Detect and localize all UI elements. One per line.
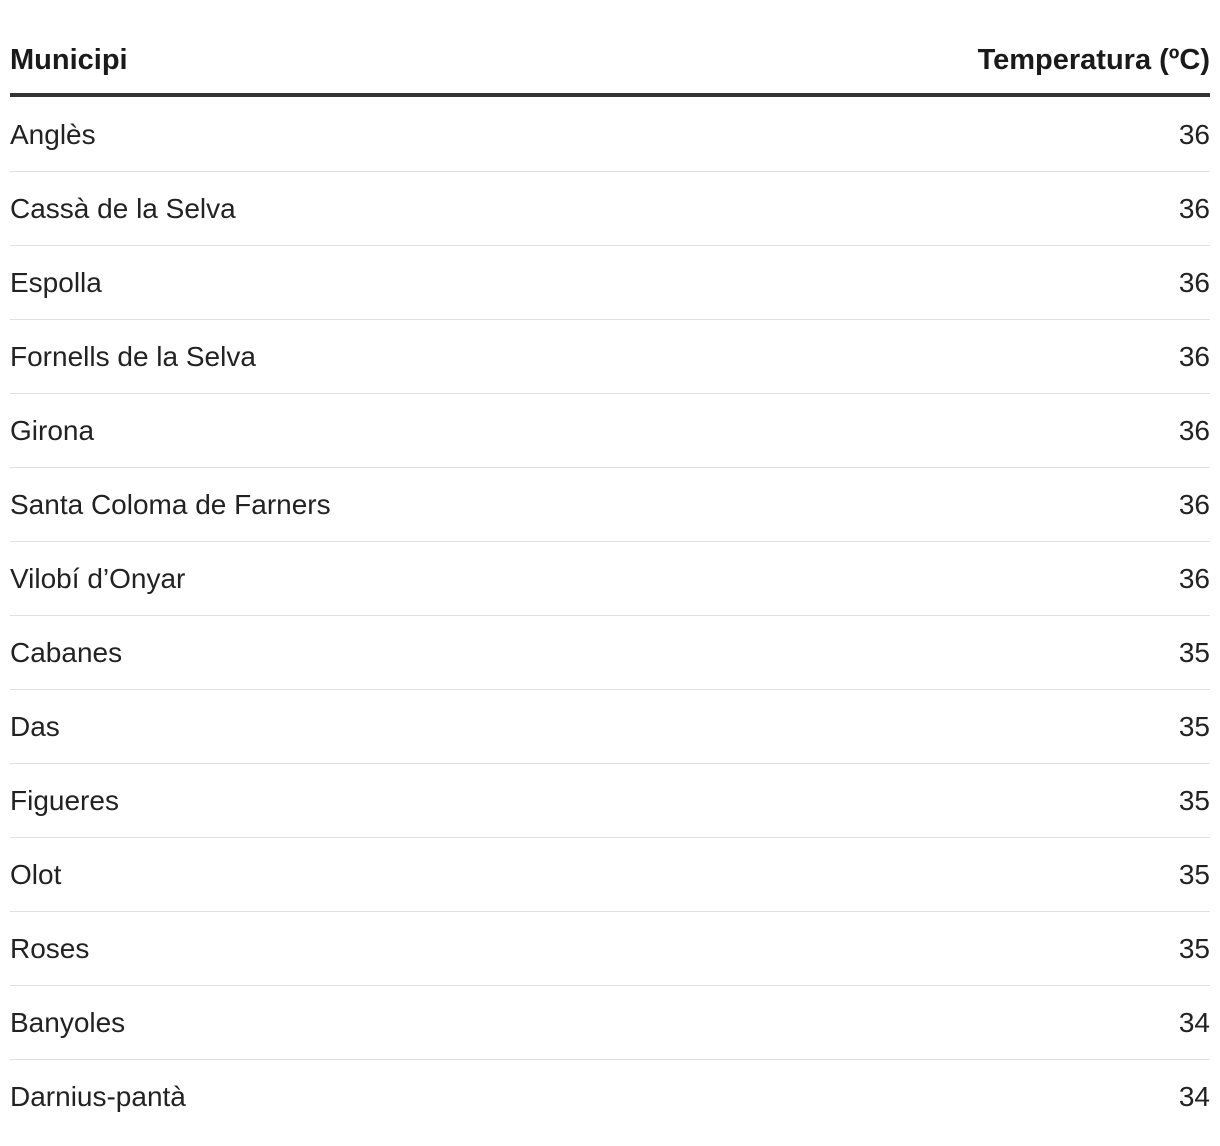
cell-municipi: Girona — [10, 414, 95, 446]
cell-temperatura: 36 — [1178, 266, 1210, 298]
cell-temperatura: 35 — [1178, 932, 1210, 964]
table-row — [10, 246, 1210, 320]
table-row — [10, 172, 1210, 246]
column-header-municipi: Municipi — [10, 44, 128, 76]
cell-temperatura: 35 — [1178, 710, 1210, 742]
cell-temperatura: 35 — [1178, 784, 1210, 816]
cell-municipi: Cabanes — [10, 636, 123, 668]
cell-municipi: Vilobí d’Onyar — [10, 562, 186, 594]
cell-municipi: Santa Coloma de Farners — [10, 488, 331, 520]
table-row — [10, 98, 1210, 172]
table-row — [10, 986, 1210, 1060]
table-row — [10, 320, 1210, 394]
cell-municipi: Figueres — [10, 784, 119, 816]
cell-temperatura: 35 — [1178, 636, 1210, 668]
table-row — [10, 542, 1210, 616]
cell-temperatura: 35 — [1178, 858, 1210, 890]
table-row — [10, 690, 1210, 764]
table-row — [10, 616, 1210, 690]
table-row — [10, 1060, 1210, 1134]
cell-municipi: Banyoles — [10, 1006, 126, 1038]
table-header — [10, 0, 1210, 97]
cell-municipi: Cassà de la Selva — [10, 192, 236, 224]
cell-temperatura: 36 — [1178, 192, 1210, 224]
table-row — [10, 394, 1210, 468]
table-row — [10, 912, 1210, 986]
cell-municipi: Espolla — [10, 266, 102, 298]
cell-municipi: Olot — [10, 858, 62, 890]
data-table — [10, 0, 1210, 1134]
cell-temperatura: 36 — [1178, 340, 1210, 372]
table-row — [10, 764, 1210, 838]
column-header-temperatura: Temperatura (ºC) — [977, 44, 1210, 76]
cell-municipi: Fornells de la Selva — [10, 340, 256, 372]
cell-temperatura: 34 — [1178, 1081, 1210, 1112]
cell-temperatura: 36 — [1178, 562, 1210, 594]
cell-municipi: Darnius-pantà — [10, 1081, 186, 1112]
table-row — [10, 468, 1210, 542]
table-body — [10, 98, 1210, 1134]
cell-municipi: Roses — [10, 932, 90, 964]
cell-municipi: Anglès — [10, 118, 96, 150]
cell-temperatura: 34 — [1178, 1006, 1210, 1038]
cell-temperatura: 36 — [1178, 414, 1210, 446]
cell-temperatura: 36 — [1178, 118, 1210, 150]
cell-temperatura: 36 — [1178, 488, 1210, 520]
table-row — [10, 838, 1210, 912]
cell-municipi: Das — [10, 710, 60, 742]
